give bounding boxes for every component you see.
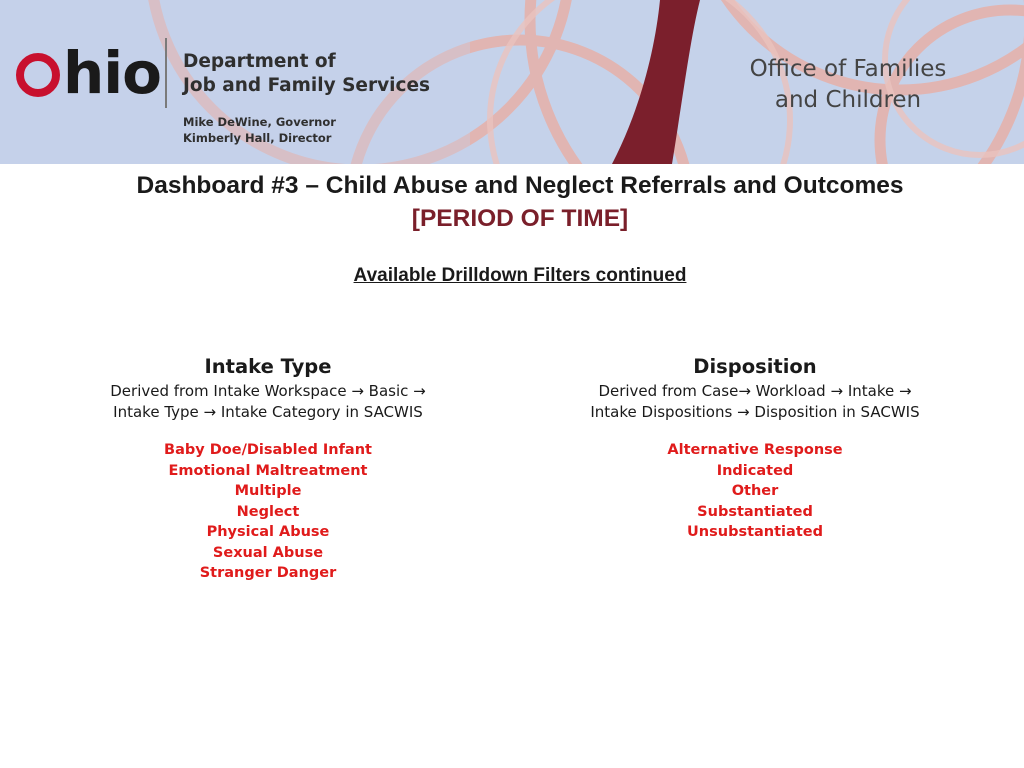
section-heading <box>0 264 1024 288</box>
disposition-column <box>583 354 927 543</box>
disposition-list <box>583 440 927 543</box>
director-name: Kimberly Hall, Director <box>183 131 332 145</box>
officials <box>183 114 336 146</box>
office-line-1: Office of Families <box>749 56 947 82</box>
department-line-2: Job and Family Services <box>183 75 431 96</box>
office-line-2: and Children <box>774 87 922 113</box>
list-item: Baby Doe/Disabled Infant <box>164 442 372 458</box>
header-banner <box>0 0 1024 164</box>
ohio-logo-text: hio <box>63 39 162 107</box>
office-name <box>722 54 974 116</box>
page-title: Dashboard #3 – Child Abuse and Neglect Referrals and Outcomes <box>136 172 904 199</box>
list-item: Multiple <box>234 483 302 499</box>
intake-type-column <box>96 354 440 584</box>
ohio-logo-o-icon <box>16 53 60 97</box>
intake-type-list <box>96 440 440 584</box>
disposition-description: Derived from Case→ Workload → Intake → Intake Dispositions → Disposition in SACWIS <box>590 382 920 421</box>
list-item: Other <box>731 483 779 499</box>
intake-type-description: Derived from Intake Workspace → Basic → Intake Type → Intake Category in SACWIS <box>110 382 426 421</box>
list-item: Substantiated <box>697 503 813 520</box>
ohio-logo <box>16 40 161 106</box>
intake-type-title: Intake Type <box>204 355 332 378</box>
list-item: Unsubstantiated <box>687 524 823 540</box>
governor-name: Mike DeWine, Governor <box>183 115 336 129</box>
logo-divider <box>165 38 167 108</box>
list-item: Emotional Maltreatment <box>168 462 368 479</box>
section-heading-text: Available Drilldown Filters continued <box>353 265 687 286</box>
list-item: Alternative Response <box>667 442 843 458</box>
disposition-title: Disposition <box>693 355 817 378</box>
list-item: Stranger Danger <box>199 565 337 581</box>
department-line-1: Department of <box>183 51 336 72</box>
list-item: Sexual Abuse <box>212 544 324 561</box>
list-item: Neglect <box>236 503 300 520</box>
department-name <box>183 50 430 98</box>
list-item: Physical Abuse <box>206 524 330 540</box>
page-subtitle: [PERIOD OF TIME] <box>411 205 629 232</box>
list-item: Indicated <box>716 462 794 479</box>
